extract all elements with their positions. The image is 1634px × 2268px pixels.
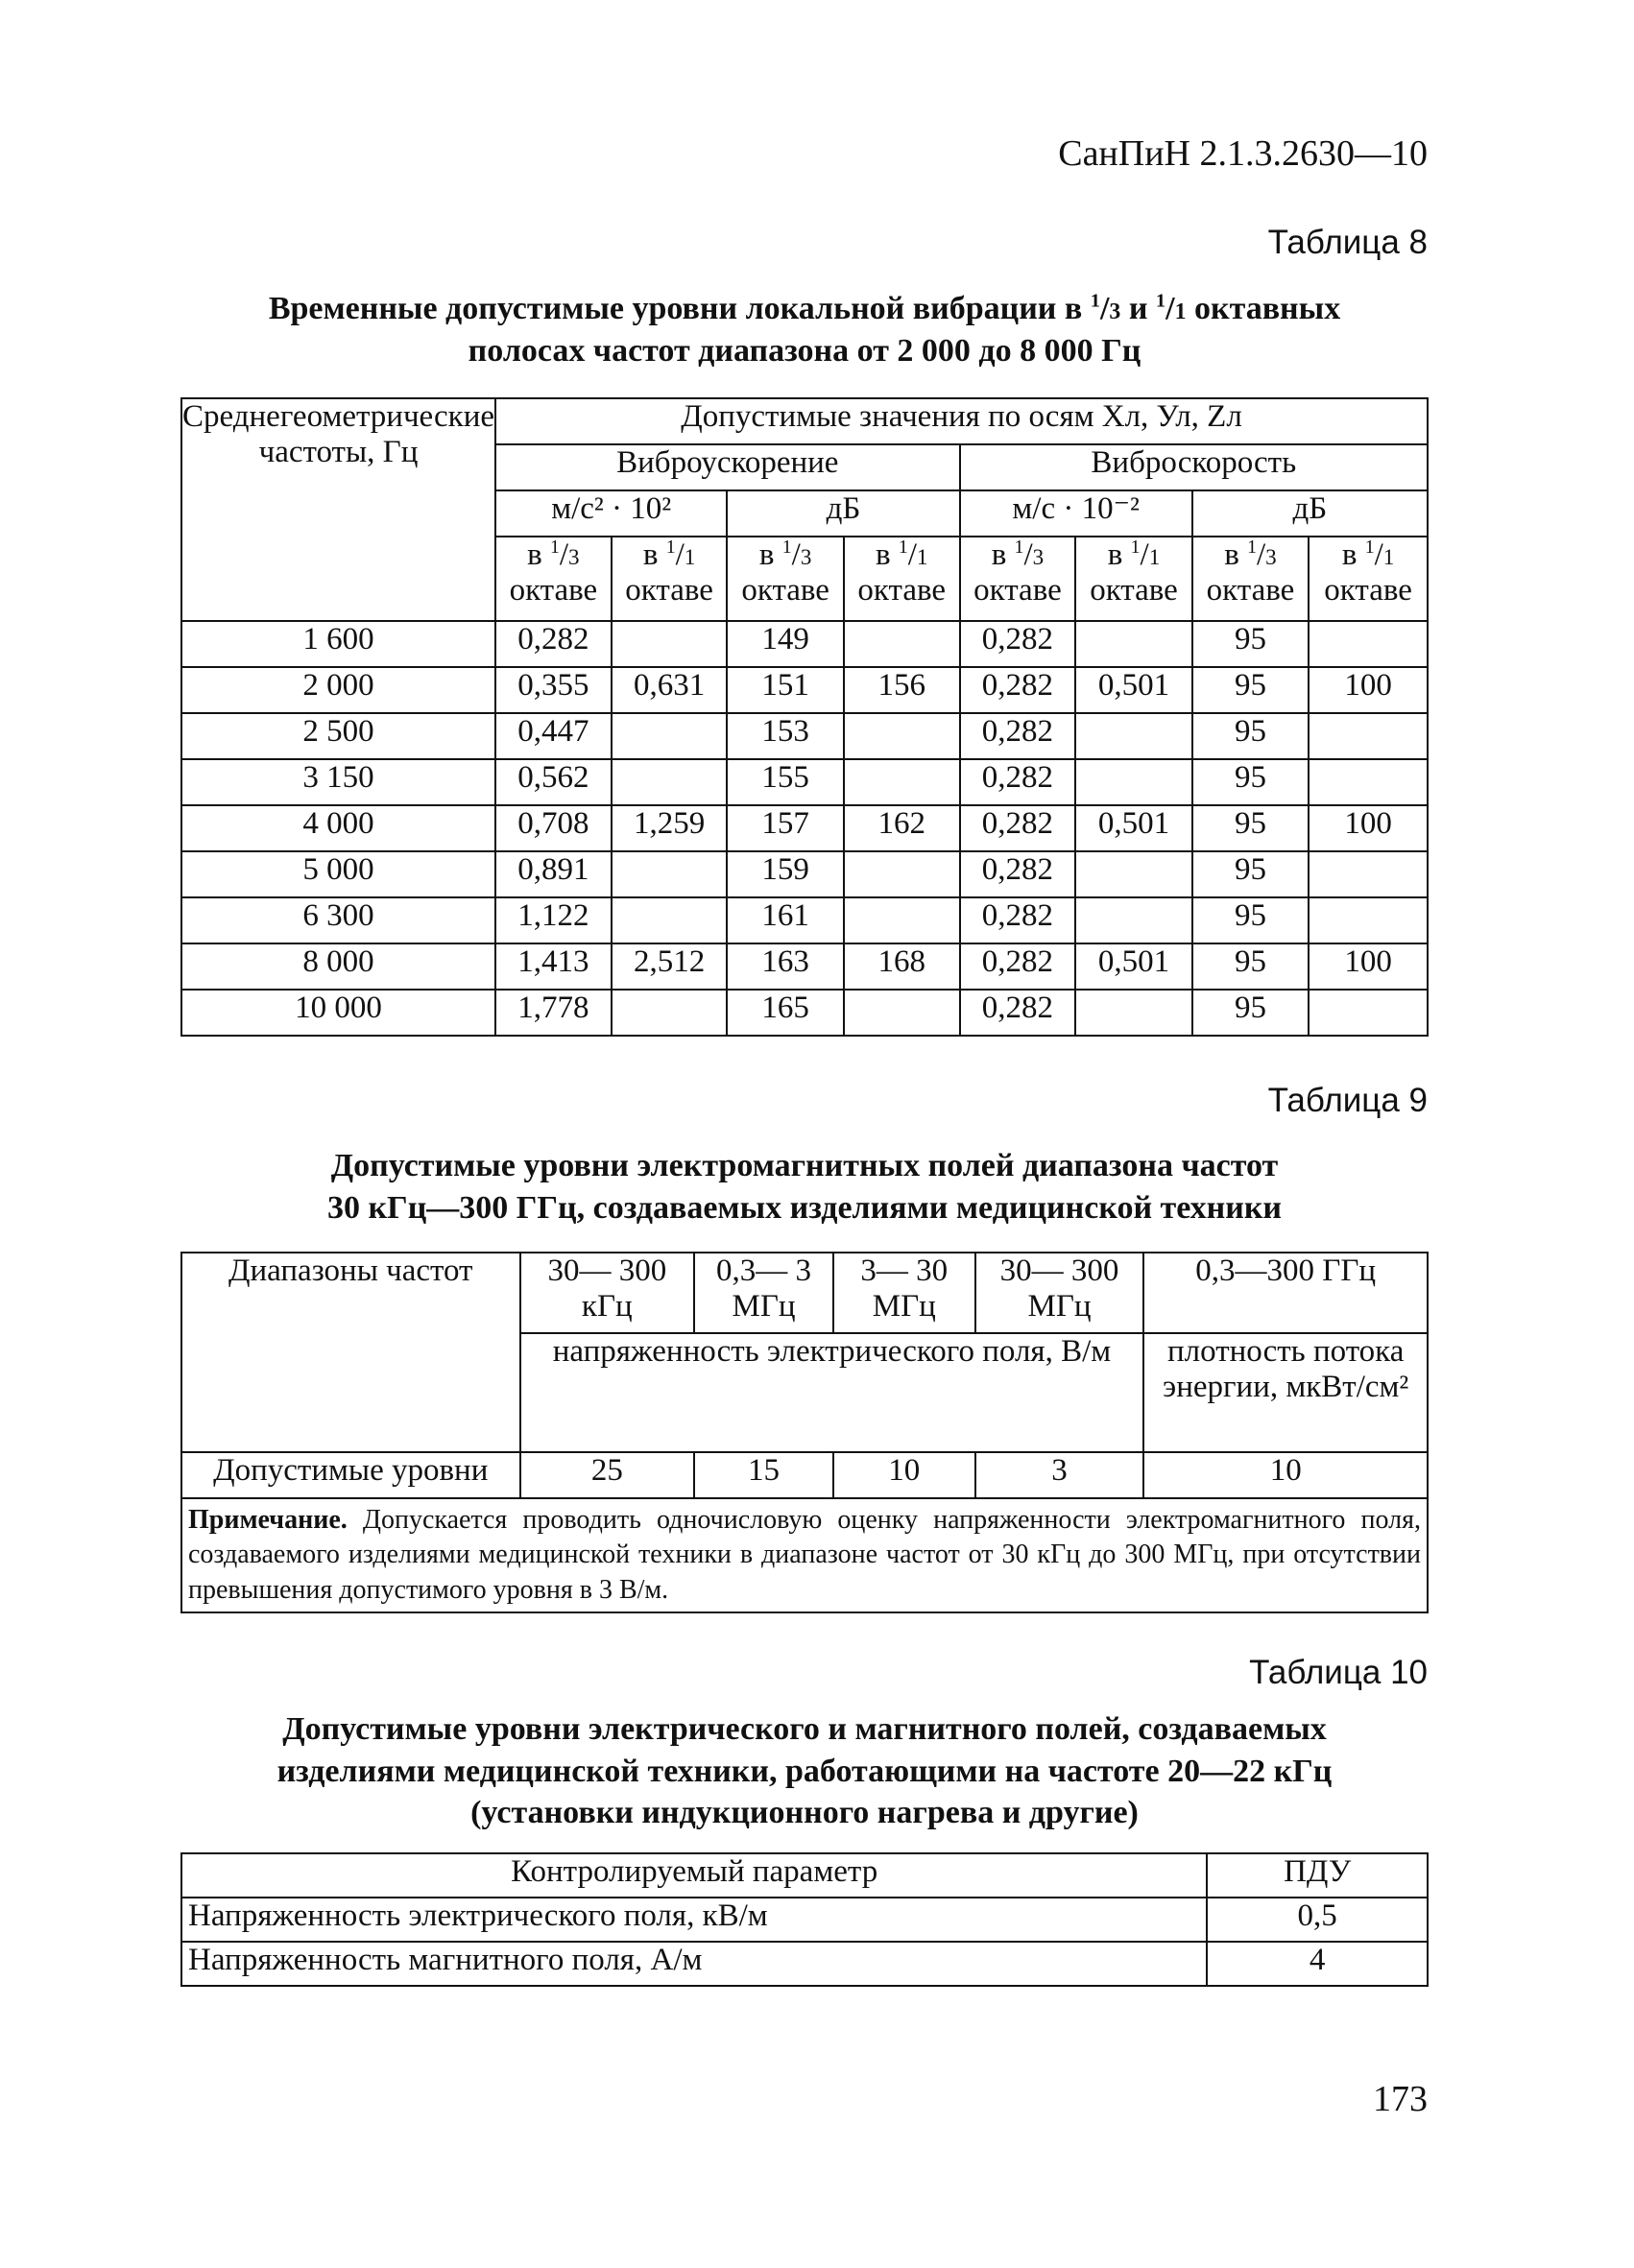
table10-title: Допустимые уровни электрического и магнитного полей, создаваемых изделиями медицинской техники, работающими на частоте 20—22 кГц (установки индукционного нагрева и другие) — [276, 1711, 1333, 1831]
value-cell — [1075, 621, 1191, 667]
table10-label: Таблица 10 — [1249, 1654, 1428, 1691]
table9-note: Примечание. Допускается проводить одночисловую оценку напряженности электромагнитного поля, создаваемого изделиями медицинской техники в диапазоне частот от 30 кГц до 300 МГц, при отсутствии превышения допустимого уровня в 3 В/м. — [181, 1498, 1428, 1612]
value-cell — [1075, 897, 1191, 943]
frequency-cell: 2 500 — [181, 713, 495, 759]
table9-label: Таблица 9 — [1267, 1082, 1428, 1119]
table-row — [181, 805, 1428, 851]
value-cell: 95 — [1192, 851, 1309, 897]
table-row — [181, 990, 1428, 1036]
value-cell: 0,282 — [960, 990, 1076, 1036]
table8 — [180, 397, 1429, 1037]
unit-acceleration: м/с² · 10² — [495, 490, 727, 537]
range-cell: 0,3— 3 МГц — [694, 1253, 833, 1333]
table-row — [181, 713, 1428, 759]
frequency-cell: 8 000 — [181, 943, 495, 990]
table10 — [180, 1852, 1429, 1987]
frequency-cell: 10 000 — [181, 990, 495, 1036]
value-cell: 25 — [520, 1452, 695, 1498]
table-row — [181, 897, 1428, 943]
table-row — [181, 851, 1428, 897]
value-cell: 0,282 — [960, 759, 1076, 805]
value-cell: 100 — [1309, 667, 1428, 713]
value-cell — [612, 621, 728, 667]
value-cell — [612, 897, 728, 943]
param-cell: Напряженность электрического поля, кВ/м — [181, 1898, 1207, 1942]
table9 — [180, 1252, 1429, 1613]
range-cell: 30— 300 МГц — [975, 1253, 1144, 1333]
band-octave: в $^1$/1 октаве — [1309, 537, 1428, 621]
table-row — [181, 667, 1428, 713]
value-cell — [844, 990, 960, 1036]
band-third-octave: в $^1$/3 октаве — [727, 537, 843, 621]
col-header-frequency: Среднегеометрические частоты, Гц — [181, 398, 495, 621]
value-cell: 155 — [727, 759, 843, 805]
value-cell: 151 — [727, 667, 843, 713]
value-cell — [612, 851, 728, 897]
value-cell: 0,282 — [960, 713, 1076, 759]
range-cell: 0,3—300 ГГц — [1143, 1253, 1428, 1333]
value-cell: 95 — [1192, 667, 1309, 713]
value-cell — [1309, 621, 1428, 667]
col-header-parameter: Контролируемый параметр — [181, 1853, 1207, 1898]
value-cell: 0,631 — [612, 667, 728, 713]
table-row — [181, 943, 1428, 990]
value-cell: 95 — [1192, 713, 1309, 759]
range-cell: 3— 30 МГц — [833, 1253, 975, 1333]
frequency-cell: 3 150 — [181, 759, 495, 805]
value-cell: 153 — [727, 713, 843, 759]
value-cell: 156 — [844, 667, 960, 713]
value-cell: 168 — [844, 943, 960, 990]
band-octave: в $^1$/1 октаве — [612, 537, 728, 621]
unit-velocity: м/с · 10⁻² — [960, 490, 1192, 537]
col-header-allowed-values: Допустимые значения по осям Хл, Ул, Zл — [495, 398, 1428, 444]
frequency-cell: 6 300 — [181, 897, 495, 943]
unit-db: дБ — [1192, 490, 1428, 537]
row-label-allowed-levels: Допустимые уровни — [181, 1452, 520, 1498]
col-header-velocity: Виброскорость — [960, 444, 1428, 490]
table8-label: Таблица 8 — [1267, 224, 1428, 261]
value-cell: 0,282 — [960, 805, 1076, 851]
value-cell: 0,891 — [495, 851, 612, 897]
table-row — [181, 759, 1428, 805]
value-cell: 0,562 — [495, 759, 612, 805]
value-cell — [1075, 851, 1191, 897]
value-cell: 0,282 — [960, 943, 1076, 990]
value-cell: 0,282 — [960, 897, 1076, 943]
value-cell — [1075, 759, 1191, 805]
col-header-pdu: ПДУ — [1207, 1853, 1428, 1898]
value-cell: 163 — [727, 943, 843, 990]
band-octave: в $^1$/1 октаве — [1075, 537, 1191, 621]
band-third-octave: в $^1$/3 октаве — [495, 537, 612, 621]
value-cell: 149 — [727, 621, 843, 667]
band-third-octave: в $^1$/3 октаве — [1192, 537, 1309, 621]
value-cell: 95 — [1192, 621, 1309, 667]
value-cell: 165 — [727, 990, 843, 1036]
value-cell: 0,282 — [495, 621, 612, 667]
value-cell: 162 — [844, 805, 960, 851]
value-cell: 157 — [727, 805, 843, 851]
value-cell: 1,778 — [495, 990, 612, 1036]
value-cell: 159 — [727, 851, 843, 897]
value-cell: 161 — [727, 897, 843, 943]
unit-db: дБ — [727, 490, 959, 537]
value-cell — [844, 851, 960, 897]
frequency-cell: 1 600 — [181, 621, 495, 667]
value-cell — [612, 990, 728, 1036]
value-cell: 0,282 — [960, 851, 1076, 897]
page-number: 173 — [1373, 2079, 1428, 2119]
value-cell: 0,282 — [960, 621, 1076, 667]
value-cell: 1,122 — [495, 897, 612, 943]
range-cell: 30— 300 кГц — [520, 1253, 695, 1333]
table-row — [181, 621, 1428, 667]
value-cell: 0,501 — [1075, 667, 1191, 713]
param-cell: Напряженность магнитного поля, А/м — [181, 1942, 1207, 1986]
value-cell: 95 — [1192, 805, 1309, 851]
value-cell — [1309, 897, 1428, 943]
value-cell — [612, 713, 728, 759]
value-cell — [1309, 713, 1428, 759]
value-cell — [1075, 990, 1191, 1036]
value-cell — [1075, 713, 1191, 759]
value-cell — [612, 759, 728, 805]
table9-title: Допустимые уровни электромагнитных полей диапазона частот 30 кГц—300 ГГц, создаваемых изделиями медицинской техники — [326, 1148, 1283, 1226]
document-code: СанПиН 2.1.3.2630—10 — [1058, 133, 1428, 174]
value-cell: 0,447 — [495, 713, 612, 759]
value-cell — [844, 713, 960, 759]
frequency-cell: 2 000 — [181, 667, 495, 713]
value-cell: 95 — [1192, 943, 1309, 990]
value-cell: 1,259 — [612, 805, 728, 851]
value-cell: 100 — [1309, 805, 1428, 851]
value-cell: 3 — [975, 1452, 1144, 1498]
value-cell — [1309, 851, 1428, 897]
frequency-cell: 4 000 — [181, 805, 495, 851]
value-cell — [844, 759, 960, 805]
pdu-cell: 4 — [1207, 1942, 1428, 1986]
band-third-octave: в $^1$/3 октаве — [960, 537, 1076, 621]
value-cell: 10 — [833, 1452, 975, 1498]
value-cell: 2,512 — [612, 943, 728, 990]
value-cell: 95 — [1192, 897, 1309, 943]
unit-electric-field: напряженность электрического поля, В/м — [520, 1333, 1144, 1452]
value-cell: 95 — [1192, 990, 1309, 1036]
value-cell — [844, 621, 960, 667]
value-cell: 0,501 — [1075, 943, 1191, 990]
unit-power-density: плотность потока энергии, мкВт/см² — [1143, 1333, 1428, 1452]
value-cell: 1,413 — [495, 943, 612, 990]
value-cell — [1309, 759, 1428, 805]
col-header-acceleration: Виброускорение — [495, 444, 960, 490]
band-octave: в $^1$/1 октаве — [844, 537, 960, 621]
value-cell: 0,501 — [1075, 805, 1191, 851]
value-cell: 100 — [1309, 943, 1428, 990]
value-cell: 0,355 — [495, 667, 612, 713]
value-cell — [844, 897, 960, 943]
value-cell: 15 — [694, 1452, 833, 1498]
table8-title: Временные допустимые уровни локальной вибрации в $^1$/3 и $^1$/1 октавных полосах частот диапазона от 2 000 до 8 000 Гц — [268, 290, 1341, 369]
value-cell — [1309, 990, 1428, 1036]
value-cell: 0,282 — [960, 667, 1076, 713]
value-cell: 95 — [1192, 759, 1309, 805]
frequency-cell: 5 000 — [181, 851, 495, 897]
value-cell: 10 — [1143, 1452, 1428, 1498]
col-header-frequency-ranges: Диапазоны частот — [181, 1253, 520, 1452]
value-cell: 0,708 — [495, 805, 612, 851]
pdu-cell: 0,5 — [1207, 1898, 1428, 1942]
